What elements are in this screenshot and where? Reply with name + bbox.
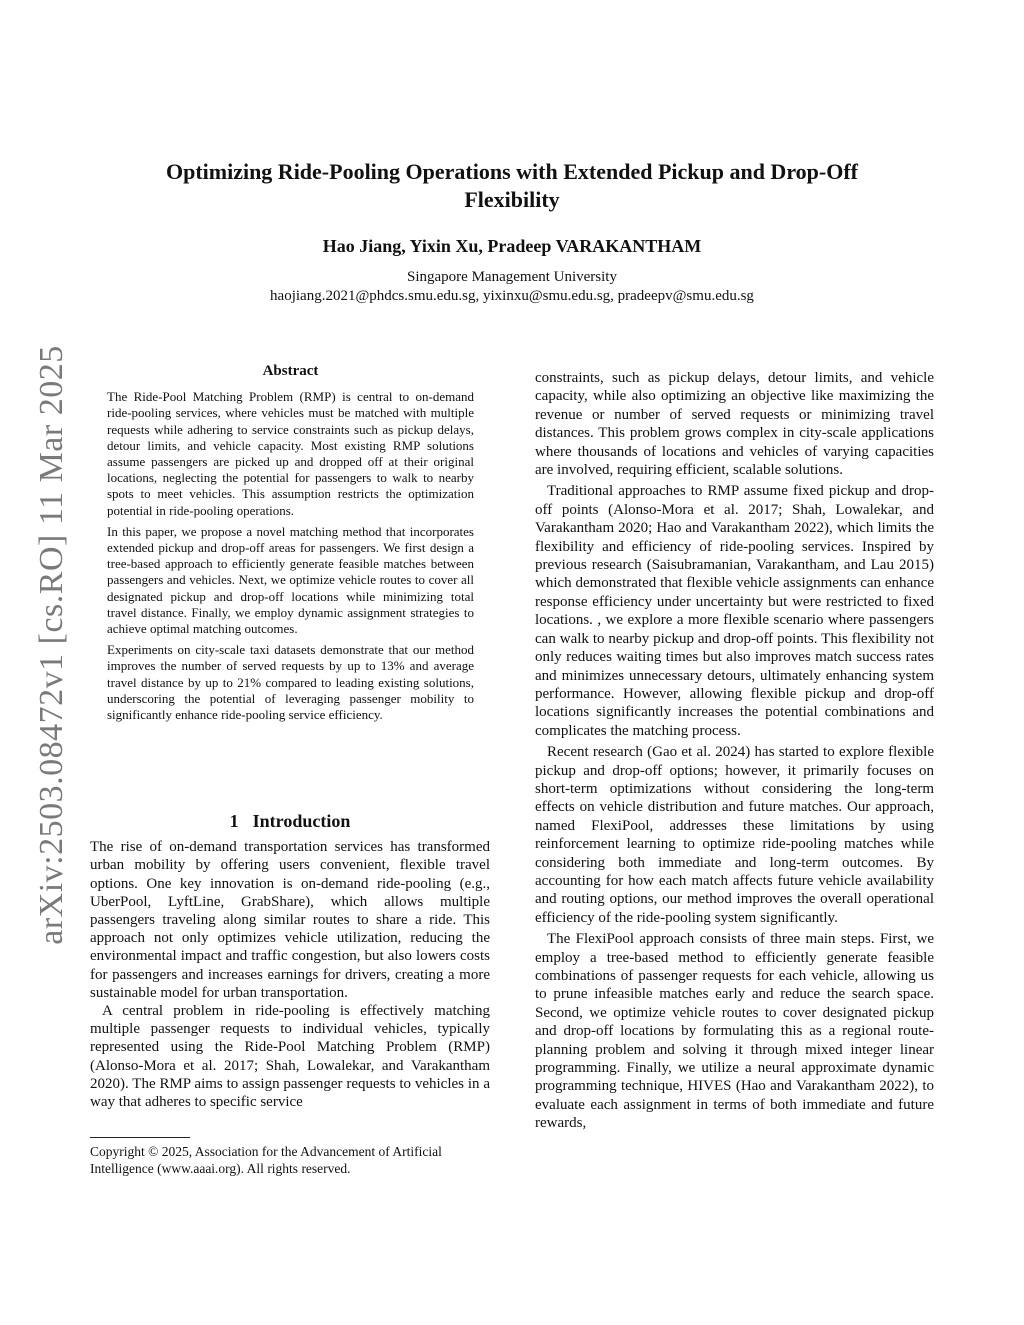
paper-title-line-1: Optimizing Ride-Pooling Operations with Extended Pickup and Drop-Off — [165, 159, 859, 184]
paper-title-line-2: Flexibility — [464, 187, 560, 212]
abstract-paragraph-1: The Ride-Pool Matching Problem (RMP) is central to on-demand ride-pooling services, where vehicles must be matched with multiple requests while adhering to service constraints such as pickup delays, detour limits, and vehicle capacity. Most existing RMP solutions assume passengers are picked up and dropped off at their original locations, neglecting the potential for passengers to walk to nearby spots to meet vehicles. This assumption restricts the optimization potential in ride-pooling operations. — [107, 389, 474, 518]
right-column-paragraph-4: The FlexiPool approach consists of three main steps. First, we employ a tree-based method to efficiently generate feasible combinations of passenger requests for each vehicle, allowing us to prune infeasible matches early and reduce the search space. Second, we optimize vehicle routes to cover designated pickup and drop-off locations by formulating this as a regional route-planning problem and solving it through mixed integer linear programming. Finally, we utilize a neural approximate dynamic programming technique, HIVES (Hao and Varakantham 2022), to evaluate each assignment in terms of both immediate and future rewards, — [535, 931, 934, 1132]
abstract-paragraph-2: In this paper, we propose a novel matching method that incorporates extended pickup and drop-off areas for passengers. We first design a tree-based approach to efficiently generate feasible matches between passengers and vehicles. Next, we optimize vehicle routes to cover all designated pickup and drop-off locations while minimizing total travel distance. Finally, we employ dynamic assignment strategies to achieve optimal matching outcomes. — [107, 523, 474, 637]
author-affiliation-block — [90, 268, 934, 306]
abstract-heading: Abstract — [262, 363, 319, 379]
arxiv-identifier: arXiv:2503.08472v1 [cs.RO] 11 Mar 2025 — [33, 345, 70, 945]
introduction-heading — [90, 812, 490, 830]
copyright-footnote: Copyright © 2025, Association for the Advancement of Artificial Intelligence (www.aaai.org). All rights reserved. — [90, 1144, 442, 1176]
section-number: 1 — [229, 811, 239, 831]
author-emails: haojiang.2021@phdcs.smu.edu.sg, yixinxu@smu.edu.sg, pradeepv@smu.edu.sg — [270, 288, 754, 304]
right-column — [535, 369, 934, 1136]
introduction-paragraph-2: A central problem in ride-pooling is effectively matching multiple passenger requests to individual vehicles, typically represented using the Ride-Pool Matching Problem (RMP) (Alonso-Mora et al. 2017; Shah, Lowalekar, and Varakantham 2020). The RMP aims to assign passenger requests to vehicles in a way that adheres to specific service — [90, 1003, 490, 1111]
footnote-divider — [90, 1137, 190, 1138]
paper-title — [90, 158, 934, 214]
right-column-paragraph-3: Recent research (Gao et al. 2024) has started to explore flexible pickup and drop-off options; however, it primarily focuses on short-term optimizations without considering the long-term effects on vehicle distribution and future matches. Our approach, named FlexiPool, addresses these limitations by using reinforcement learning to optimize ride-pooling matches while considering both immediate and long-term outcomes. By accounting for how each match affects future vehicle availability and routing options, our method improves the overall operational efficiency of the ride-pooling system significantly. — [535, 744, 934, 926]
abstract-section — [107, 363, 474, 728]
introduction-section — [90, 812, 490, 1111]
introduction-paragraph-1: The rise of on-demand transportation services has transformed urban mobility by offering users convenient, flexible travel options. One key innovation is on-demand ride-pooling (e.g., UberPool, LyftLine, GrabShare), which allows multiple passengers traveling along similar routes to share a ride. This approach not only optimizes vehicle utilization, reducing the environmental impact and traffic congestion, but also lowers costs for passengers and increases earnings for drivers, creating a more sustainable model for urban transportation. — [90, 839, 490, 1001]
author-affiliation: Singapore Management University — [407, 269, 617, 285]
paper-authors: Hao Jiang, Yixin Xu, Pradeep VARAKANTHAM — [322, 236, 702, 256]
right-column-paragraph-2: Traditional approaches to RMP assume fixed pickup and drop-off points (Alonso-Mora et al. 2017; Shah, Lowalekar, and Varakantham 2020; Hao and Varakantham 2022), which limits the flexibility and efficiency of ride-pooling services. Inspired by previous research (Saisubramanian, Varakantham, and Lau 2015) which demonstrated that flexible vehicle assignments can enhance response efficiency under uncertainty but were restricted to fixed locations. , we explore a more flexible scenario where passengers can walk to nearby pickup and drop-off points. This flexibility not only reduces waiting times but also improves match success rates and minimizes unnecessary detours, ultimately enhancing system performance. However, allowing flexible pickup and drop-off locations significantly increases the potential combinations and complicates the matching process. — [535, 483, 934, 739]
section-title: Introduction — [252, 811, 351, 831]
abstract-paragraph-3: Experiments on city-scale taxi datasets demonstrate that our method improves the number of served requests by up to 13% and average travel distance by up to 21% compared to leading existing solutions, underscoring the potential of leveraging passenger mobility to significantly enhance ride-pooling service efficiency. — [107, 642, 474, 723]
right-column-paragraph-1: constraints, such as pickup delays, detour limits, and vehicle capacity, while also optimizing an objective like maximizing the revenue or number of served requests or minimizing travel distances. This problem grows complex in city-scale applications where thousands of locations and vehicles of varying capacities are involved, requiring efficient, scalable solutions. — [535, 370, 934, 479]
